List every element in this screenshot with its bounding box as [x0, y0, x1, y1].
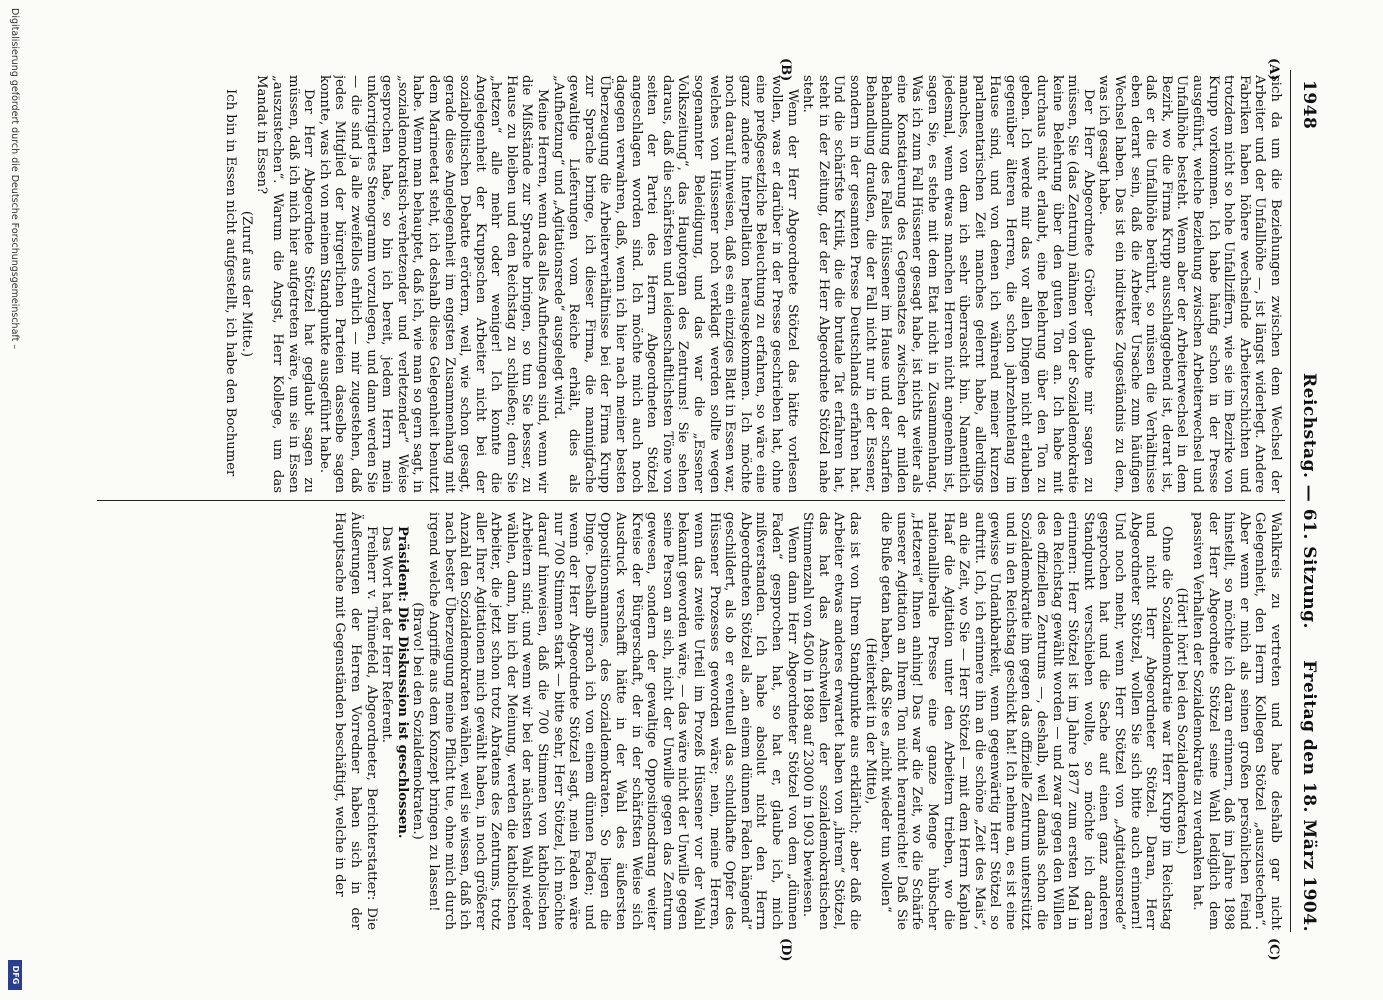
paragraph: Wenn dann Herr Abgeordneter Stötzel von dem „dünnen Faden“ gesprochen hat, so hat er, glaube ich, mich mißverstanden. Ich habe absolut nicht den Herrn Abgeordneten Stötzel als „an einem dünnen Faden hängend“ geschildert, als ob er eventuell das schuldhafte Opfer des Hüssener Prozesses geworden wäre; nein, meine Herren, wenn das zweite Urteil im Prozeß Hüssener vor der Wahl bekannt geworden wäre, — das wäre nicht der Unwille gegen seine Person an sich, nicht der Unwille gegen das Zentrum gewesen, sondern der gewaltige Oppositionsdrang weiter Kreise der Bürgerschaft, der in der schärfsten Weise sich Ausdruck verschafft hätte in der Wahl des äußersten Oppositionsmannes, des Sozialdemokraten. So liegen die Dinge. Deshalb sprach ich von einem dünnen Faden; und wenn der Herr Abgeordnete Stötzel sagt, mein Faden wäre nur 700 Stimmen stark — bitte sehr, Herr Stötzel, ich möchte darauf hinweisen, daß die 700 Stimmen von katholischen Arbeitern sind; und wenn wir bei der nächsten Wahl wieder wählen, dann, bin ich der Meinung, werden die katholischen Arbeiter, die jetzt schon trotz Abratens des Zentrums, trotz aller Ihrer Agitationen mich gewählt haben, in noch größerer Anzahl den Sozialdemokraten wählen, weil sie wissen, daß ich nach bester Überzeugung meine Pflicht tue, ohne mich durch irgend welche Angriffe aus dem Konzept bringen zu lassen!: [425, 512, 800, 930]
header-rule: [1290, 70, 1291, 932]
interjection: (Hört! hört! bei den Sozialdemokraten.): [1174, 587, 1190, 855]
paragraph: Das Wort hat der Herr Referent.: [379, 526, 395, 743]
paragraph: das ist von Ihrem Standpunkte aus erklärlich; aber daß die Arbeiter etwas anderes erwartet haben von „ihrem“ Stötzel, das hat das Anschwellen der sozialdemokratischen Stimmenzahl von 4500 in 1898 auf 23000 in 1903 bewiesen.: [800, 512, 862, 930]
column-divider: [97, 500, 1285, 501]
margin-marker-c: (C): [1266, 938, 1281, 961]
paragraph: Der Herr Abgeordnete Stötzel hat geglaubt sagen zu müssen, daß ich mich hier aufgetreten wäre, um sie in Essen „auszustechen“. Warum die Angst, Herr Kollege, um das Mandat in Essen?: [254, 75, 317, 493]
page-number: 1948: [1299, 80, 1319, 130]
paragraph: Meine Herren, wenn das alles Aufhetzungen sind, wenn wir die Mißstände zur Sprache bringen, so tun Sie besser, zu Hause zu bleiben und den Reichstag zu schließen; denn Sie „hetzen“ alle mehr oder weniger! Ich konnte die Angelegenheit der Kruppschen Arbeiter nicht bei der sozialpolitischen Debatte erörtern, weil, wie schon gesagt, gerade diese Angelegenheit im engsten Zusammenhang mit dem Marineetat steht, ich deshalb diese Gelegenheit benutzt habe. Wenn man behauptet, daß ich, wie man so gern sagt, in „sozialdemokratisch-verhetzender und verletzender“ Weise gesprochen habe, so bin ich bereit, jedem Herrn mein unkorrigiertes Stenogramm vorzulegen, und dann werden Sie — die sind ja alle zweifellos ehrlich — mir zugestehen, daß jedes Mitglied der bürgerlichen Parteien dasselbe sagen konnte, was ich von meinem Standpunkte ausgeführt habe.: [316, 75, 551, 493]
page-title: Reichstag. — 61. Sitzung.: [1299, 373, 1319, 629]
left-column: [93, 75, 1283, 493]
interjection: (Heiterkeit in der Mitte),: [862, 637, 878, 805]
page-header: [1291, 70, 1321, 932]
interjection: (Bravo! bei den Sozialdemokraten.): [410, 602, 426, 840]
dfg-logo: DFG: [8, 960, 22, 990]
paragraph: Freiherr v. Thünefeld, Abgeordneter, Berichterstatter: Die Äußerungen der Herren Vorredner haben sich in der Hauptsache mit Gegenständen beschäftigt, welche in der: [332, 512, 379, 930]
footer-text: Digitalisierung gefördert durch die Deutsche Forschungsgemeinschaft –: [9, 8, 20, 350]
digitization-footer: [3, 0, 25, 1000]
paragraph: sich da um die Beziehungen zwischen dem Wechsel der Arbeiter und der Unfallhöhe —, ist längst widerlegt. Andere Fabriken haben höhere wechselnde Arbeiterschichten und trotzdem nicht so hohe Unfallziffern, wie sie im Bezirke von Krupp vorkommen. Ich habe häufig schon in der Presse ausgeführt, welche Beziehung zwischen Arbeiterwechsel und Unfallhöhe besteht. Wenn aber der Arbeiterwechsel in dem Bezirk, wo die Firma Krupp ausschlaggebend ist, derart ist, daß er die Unfallhöhe berührt, so müssen die Verhältnisse eben derart sein, daß die Arbeiter Ursache zum häufigen Wechsel haben. Das ist ein indirektes Zugeständnis zu dem, was ich gesagt habe.: [1096, 75, 1283, 493]
president-statement: Präsident: Die Diskussion ist geschlossen.: [394, 526, 410, 839]
session-date: Freitag den 18. März 1904.: [1299, 660, 1319, 932]
margin-marker-a: (A): [1266, 58, 1281, 81]
paragraph: Wahlkreis zu vertreten und habe deshalb gar nicht Gelegenheit, den Herrn Kollegen Stötzel „auszustechen“. Aber wenn er mich als seinen großen persönlichen Feind hinstellt, so möchte ich daran erinnern, daß im Jahre 1898 der Herr Abgeordnete Stötzel seine Wahl lediglich dem passiven Verhalten der Sozialdemokratie zu verdanken hat.: [1190, 512, 1283, 930]
margin-marker-d: (D): [778, 938, 793, 962]
paragraph: Ohne die Sozialdemokratie war Herr Krupp im Reichstag und nicht Herr Abgeordneter Stötzel. Daran, Herr Abgeordneter Stötzel, wollen Sie sich bitte auch erinnern! Und noch mehr, wenn Herr Stötzel von „Agitationsrede“ gesprochen hat und die Sache auf einen ganz anderen Standpunkt verschieben wollte, so möchte ich daran erinnern: Herr Stötzel ist im Jahre 1877 zum ersten Mal in den Reichstag gewählt worden — und zwar gegen den Willen des offiziellen Zentrums —, deshalb, weil damals schon die Sozialdemokratie ihn gegen das offizielle Zentrum unterstützt und in den Reichstag geschickt hat! Ich nehme an, es ist eine gewisse Undankbarkeit, wenn gegenwärtig Herr Stötzel so auftritt. Ich, ich erinnere ihn an die schöne „Zeit des Mais“, an die Zeit, wo Sie — Herr Stötzel — mit dem Herrn Kaplan Haaf die Agitation unter den Arbeitern trieben, wo die nationalliberale Presse eine ganze Menge hübscher „Hetzerei“ Ihnen anhing! Das war die Zeit, wo die Schärfe unserer Agitation an Ihrem Ton nicht heranreichte! Daß Sie die Buße getan haben, daß Sie es „nicht wieder tun wollen“: [878, 512, 1174, 930]
paragraph: Wenn der Herr Abgeordnete Stötzel das hätte vorlesen wollen, was er darüber in der Presse geschrieben hat, ohne eine preßgesetzliche Beleuchtung zu erfahren, so wäre eine ganz andere Interpellation herausgekommen. Ich möchte noch darauf hinweisen, daß es ein einziges Blatt in Essen war, welches von Hüssener noch verklagt werden sollte wegen sogenannter Beleidigung, und das war die „Essener Volkszeitung“, das Hauptorgan des Zentrums! Sie sehen daraus, daß die schärfsten und leidenschaftlichsten Töne von seiten der Partei des Herrn Abgeordneten Stötzel angeschlagen worden sind. Ich möchte mich auch noch dagegen verwahren, daß, wenn ich hier nach meiner besten Überzeugung die Arbeiterverhältnisse bei der Firma Krupp zur Sprache bringe, ich dieser Firma, die mannigfache gewaltige Lieferungen vom Reiche erhält, dies als „Aufhetzung“ und „Agitationsrede“ ausgelegt wird.: [550, 75, 800, 493]
right-column: [93, 512, 1283, 930]
paragraph: Ich bin in Essen nicht aufgestellt, ich habe den Bochumer: [223, 89, 239, 477]
paragraph: Der Herr Abgeordnete Gröber glaubte mir sagen zu müssen, Sie (das Zentrum) nähmen von der Sozialdemokratie keine Belehrung über den guten Ton an. Ich habe mit durchaus nicht erlaubt, eine Belehrung über den Ton zu geben. Ich werde mir das vor allen Dingen nicht erlauben gegenüber älteren Herren, die schon jahrzehntelang im Hause sind, und von denen ich während meiner kurzen parlamentarischen Zeit manches gelernt habe, allerdings manches, von dem ich sehr überrascht bin. Namentlich jedesmal, wenn etwas manchen Herren nicht angenehm ist, sagen Sie, es stehe mit dem Etat nicht in Zusammenhang. Was ich zum Fall Hüssener gesagt habe, ist nichts weiter als eine Konstatierung des Gegensatzes zwischen der milden Behandlung des Falles Hüssener im Hause und der scharfen Behandlung draußen, die der Fall nicht nur in der Essener, sondern in der gesamten Presse Deutschlands erfahren hat. Und die schärfste Kritik, die die brutale Tat erfahren hat, steht in der Zeitung, der der Herr Abgeordnete Stötzel nahe steht.: [800, 75, 1096, 493]
interjection: (Zuruf aus der Mitte.): [238, 210, 254, 358]
margin-marker-b: (B): [778, 58, 793, 82]
